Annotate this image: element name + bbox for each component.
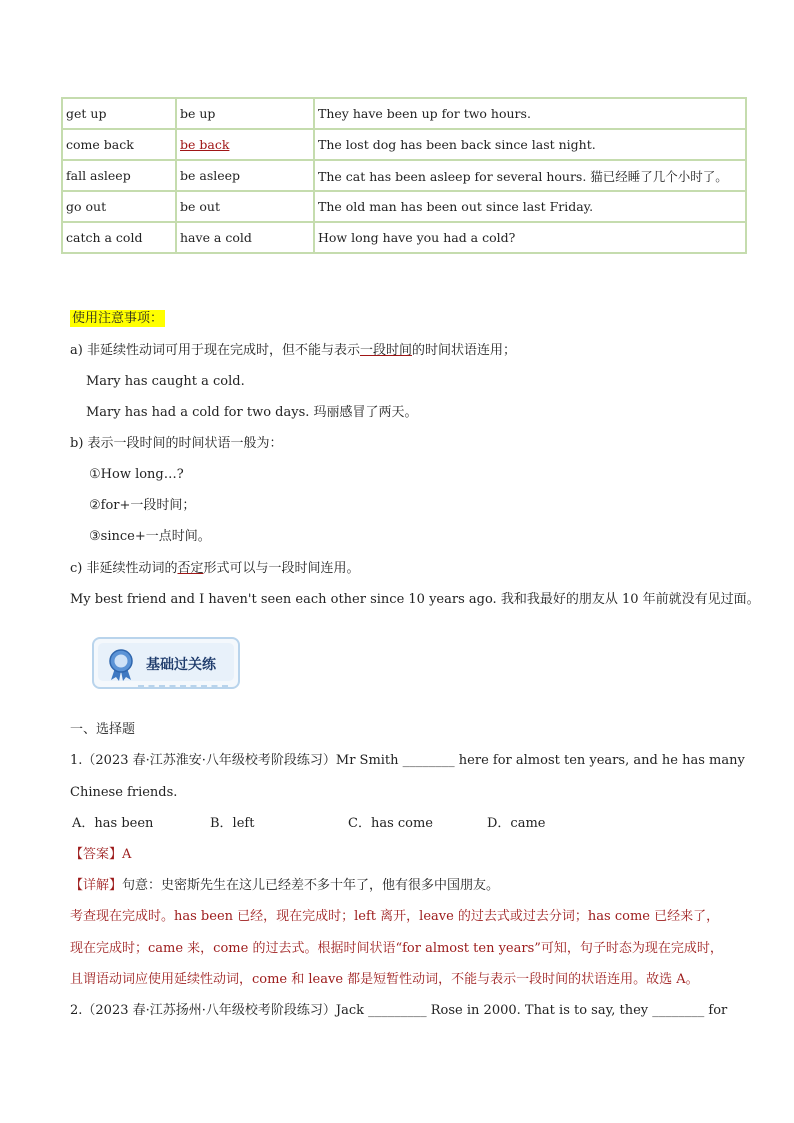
- note-text: c) 非延续性动词的: [70, 561, 178, 576]
- table-cell: The cat has been asleep for several hours. 猫已经睡了几个小时了。: [314, 160, 746, 191]
- table-row: [62, 98, 746, 129]
- detail-text: 句意：史密斯先生在这儿已经差不多十年了，他有很多中国朋友。: [122, 878, 500, 893]
- question-1-stem: 1.（2023 春·江苏淮安·八年级校考阶段练习）Mr Smith ________ here for almost ten years, and he has many: [70, 753, 745, 768]
- option-a: A．has been: [72, 816, 154, 831]
- question-1-stem-cont: Chinese friends.: [70, 785, 178, 800]
- table-cell: They have been up for two hours.: [314, 98, 746, 129]
- highlighted-heading: 使用注意事项：: [72, 311, 164, 326]
- underlined-term: be back: [180, 137, 230, 152]
- verb-table: [61, 97, 747, 254]
- detail: [70, 877, 499, 895]
- table-cell: The lost dog has been back since last night.: [314, 129, 746, 160]
- table-row: [62, 160, 746, 191]
- table-cell: fall asleep: [62, 160, 176, 191]
- option-b: B．left: [210, 816, 255, 831]
- question-2-stem: 2.（2023 春·江苏扬州·八年级校考阶段练习）Jack _________ Rose in 2000. That is to say, they ________ for: [70, 1003, 728, 1018]
- notes-heading: [70, 310, 165, 328]
- example-sentence: Mary has had a cold for two days. 玛丽感冒了两天。: [86, 405, 418, 420]
- underlined-term: 一段时间: [359, 343, 412, 358]
- option-c: C．has come: [348, 816, 434, 831]
- note-text: 的时间状语连用；: [411, 343, 516, 358]
- table-cell: get up: [62, 98, 176, 129]
- table-cell: come back: [62, 129, 176, 160]
- table-cell: be asleep: [176, 160, 314, 191]
- banner-dashes: [138, 685, 228, 693]
- detail-text: 现在完成时；came 来，come 的过去式。根据时间状语“for almost ten years”可知，句子时态为现在完成时，: [70, 941, 723, 956]
- note-a: [70, 342, 516, 360]
- table-row: [62, 191, 746, 222]
- note-b-item: ①How long…?: [89, 467, 184, 482]
- detail-text: 考查现在完成时。has been 已经，现在完成时；left 离开，leave 的过去式或过去分词；has come 已经来了，: [70, 909, 720, 924]
- note-b: b) 表示一段时间的时间状语一般为：: [70, 436, 283, 451]
- table-row: [62, 222, 746, 253]
- section-title: 一、选择题: [70, 722, 136, 737]
- answer-label: 【答案】: [70, 847, 123, 862]
- table-cell: have a cold: [176, 222, 314, 253]
- note-text: 形式可以与一段时间连用。: [203, 561, 360, 576]
- table-cell: be up: [176, 98, 314, 129]
- medal-icon: [106, 648, 136, 682]
- answer-value: A: [122, 847, 132, 862]
- note-b-item: ③since+一点时间。: [89, 529, 211, 544]
- example-sentence: My best friend and I haven't seen each other since 10 years ago. 我和我最好的朋友从 10 年前就没有见过面。: [70, 592, 760, 607]
- table-cell: be out: [176, 191, 314, 222]
- section-banner: [92, 637, 240, 689]
- detail-label: 【详解】: [70, 878, 123, 893]
- option-d: D．came: [487, 816, 546, 831]
- table-cell: [176, 129, 314, 160]
- banner-title: 基础过关练: [146, 657, 216, 673]
- example-sentence: Mary has caught a cold.: [86, 374, 245, 389]
- note-text: a) 非延续性动词可用于现在完成时，但不能与表示: [70, 343, 360, 358]
- table-cell: catch a cold: [62, 222, 176, 253]
- note-b-item: ②for+一段时间；: [89, 498, 196, 513]
- table-row: [62, 129, 746, 160]
- detail-text: 且谓语动词应使用延续性动词，come 和 leave 都是短暂性动词，不能与表示一段时间的状语连用。故选 A。: [70, 972, 699, 987]
- table-cell: go out: [62, 191, 176, 222]
- note-c: [70, 560, 360, 578]
- table-cell: The old man has been out since last Friday.: [314, 191, 746, 222]
- answer: [70, 846, 131, 864]
- underlined-term: 否定: [177, 561, 204, 576]
- table-cell: How long have you had a cold?: [314, 222, 746, 253]
